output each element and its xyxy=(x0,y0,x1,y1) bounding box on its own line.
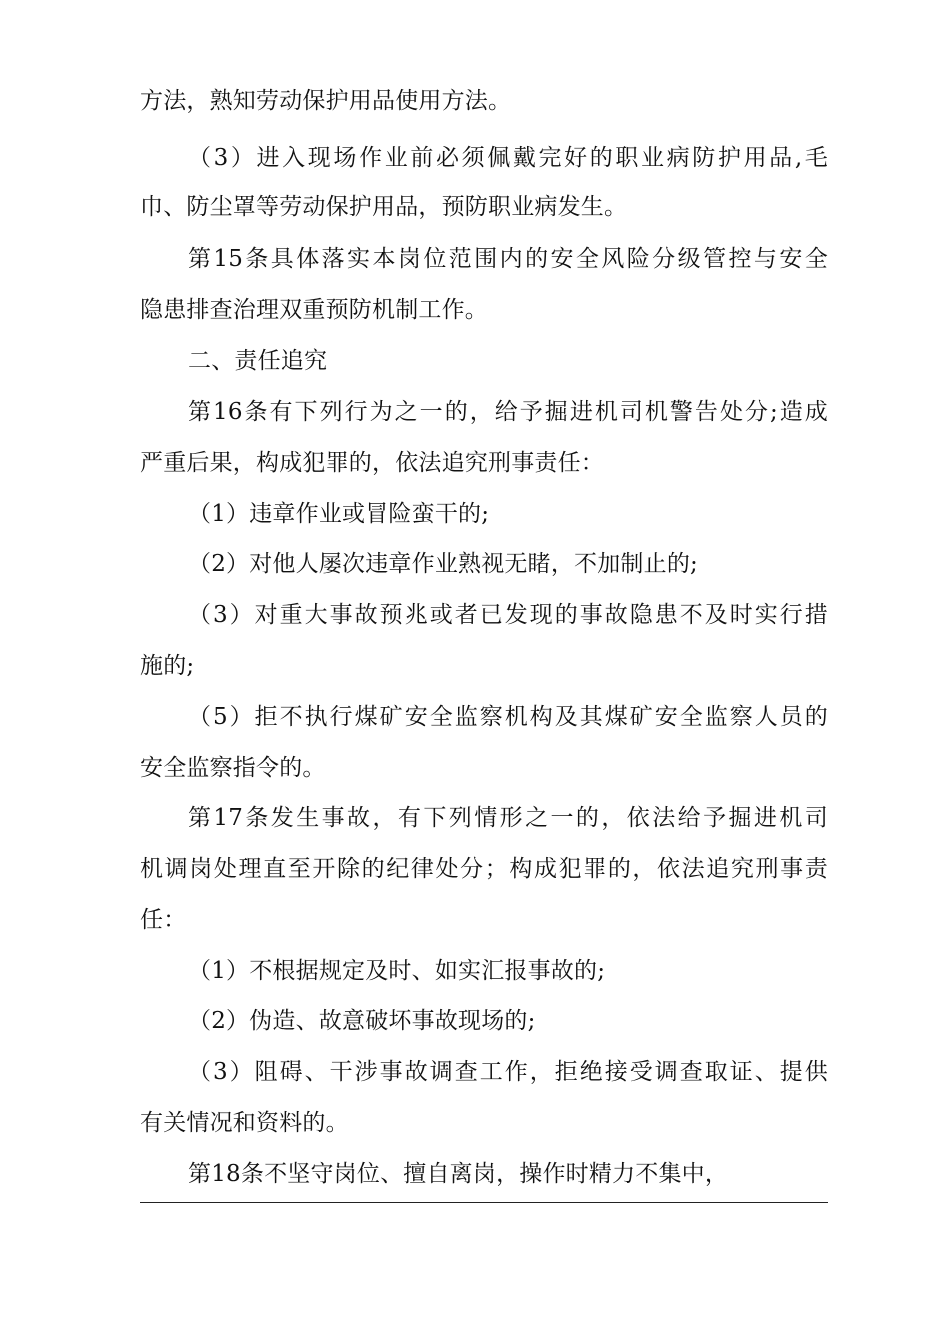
text-line: 方法，熟知劳动保护用品使用方法。 xyxy=(140,88,512,114)
text-line: 施的; xyxy=(140,653,195,679)
section-heading: 二、责任追究 xyxy=(188,348,328,374)
text-line: 严重后果，构成犯罪的，依法追究刑事责任： xyxy=(140,450,604,476)
text-line: 第16条有下列行为之一的，给予掘进机司机警告处分;造成 xyxy=(188,399,828,425)
text-line: （2）对他人屡次违章作业熟视无睹，不加制止的; xyxy=(188,551,698,577)
text-line: 安全监察指令的。 xyxy=(140,755,326,781)
text-line: （2）伪造、故意破坏事故现场的; xyxy=(188,1008,536,1034)
document-page xyxy=(140,0,828,1344)
text-line: （3）对重大事故预兆或者已发现的事故隐患不及时实行措 xyxy=(188,602,828,628)
text-line: 有关情况和资料的。 xyxy=(140,1110,349,1136)
text-line: （3）进入现场作业前必须佩戴完好的职业病防护用品,毛 xyxy=(188,145,828,171)
text-line: 巾、防尘罩等劳动保护用品，预防职业病发生。 xyxy=(140,194,628,220)
text-line: 隐患排查治理双重预防机制工作。 xyxy=(140,297,488,323)
text-line: （3）阻碍、干涉事故调查工作，拒绝接受调查取证、提供 xyxy=(188,1059,828,1085)
footer-divider xyxy=(140,1202,828,1203)
text-line: 机调岗处理直至开除的纪律处分；构成犯罪的，依法追究刑事责 xyxy=(140,856,828,882)
text-line: （1）不根据规定及时、如实汇报事故的; xyxy=(188,958,606,984)
text-line: （1）违章作业或冒险蛮干的; xyxy=(188,501,490,527)
text-line: 第15条具体落实本岗位范围内的安全风险分级管控与安全 xyxy=(188,246,828,272)
text-line: （5）拒不执行煤矿安全监察机构及其煤矿安全监察人员的 xyxy=(188,704,828,730)
text-line: 第18条不坚守岗位、擅自离岗，操作时精力不集中， xyxy=(188,1161,729,1187)
text-line: 任： xyxy=(140,907,187,933)
text-line: 第17条发生事故，有下列情形之一的，依法给予掘进机司 xyxy=(188,805,828,831)
